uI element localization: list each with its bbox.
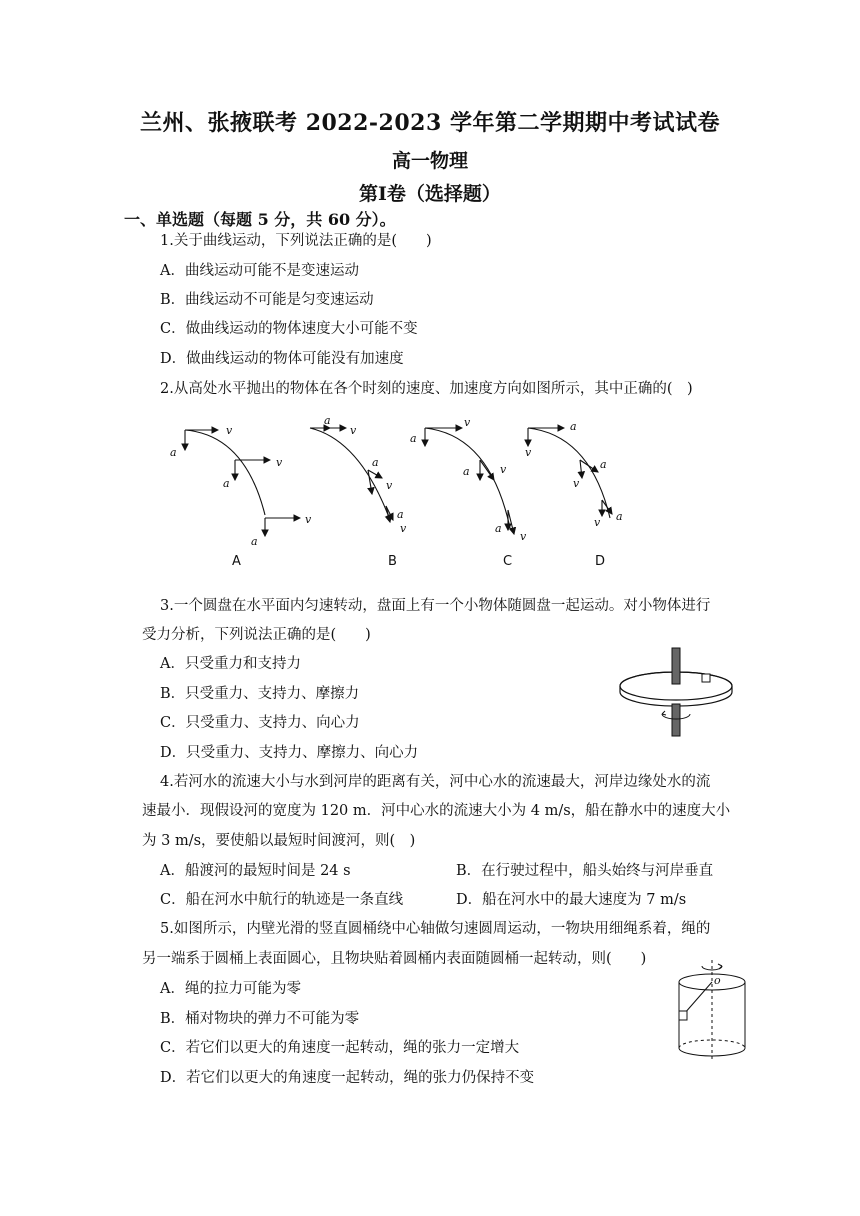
q2-c-label-a3: a [495, 522, 502, 535]
q2-a-label-v3: v [305, 513, 312, 526]
q2-b-label-v3: v [400, 522, 407, 535]
q2-d-label-a1: a [570, 420, 577, 433]
q1-option-c: C．做曲线运动的物体速度大小可能不变 [160, 321, 418, 337]
q2-d-label-v1: v [525, 446, 532, 459]
q5-stem-line2: 另一端系于圆桶上表面圆心，且物块贴着圆桶内表面随圆桶一起转动，则( ) [142, 951, 647, 967]
part-title: 第Ⅰ卷（选择题） [359, 183, 501, 205]
q2-caption-a: A [232, 554, 241, 569]
q2-diagram-b [310, 428, 393, 522]
q4-option-d: D．船在河水中的最大速度为 7 m/s [456, 892, 687, 908]
exam-title: 兰州、张掖联考 2022-2023 学年第二学期期中考试试卷 [140, 110, 720, 136]
q2-stem: 2.从高处水平抛出的物体在各个时刻的速度、加速度方向如图所示，其中正确的( ) [160, 381, 693, 397]
q2-b-label-a3: a [397, 508, 404, 521]
q2-d-label-a2: a [600, 458, 607, 471]
q2-a-label-a2: a [223, 477, 230, 490]
q2-c-label-v3: v [520, 530, 527, 543]
q2-a-label-a1: a [170, 446, 177, 459]
q2-a-label-a3: a [251, 535, 258, 548]
q3-option-a: A．只受重力和支持力 [160, 656, 301, 672]
q5-cylinder-figure [670, 956, 760, 1068]
subject-title: 高一物理 [391, 150, 468, 172]
q5-option-d: D．若它们以更大的角速度一起转动，绳的张力仍保持不变 [160, 1070, 535, 1086]
q2-diagram-a [185, 430, 300, 536]
section-heading: 一、单选题（每题 5 分，共 60 分）。 [124, 210, 396, 229]
q5-center-label: o [714, 974, 721, 987]
q2-caption-b: B [388, 554, 397, 569]
q3-disc-figure [612, 646, 742, 738]
q2-b-label-v1: v [350, 424, 357, 437]
q5-option-a: A．绳的拉力可能为零 [160, 981, 301, 997]
q1-option-b: B．曲线运动不可能是匀变速运动 [160, 292, 374, 308]
q5-option-b: B．桶对物块的弹力不可能为零 [160, 1011, 360, 1027]
q3-option-b: B．只受重力、支持力、摩擦力 [160, 686, 360, 702]
q3-stem-line1: 3.一个圆盘在水平面内匀速转动，盘面上有一个小物体随圆盘一起运动。对小物体进行 [160, 598, 711, 614]
q1-stem: 1.关于曲线运动，下列说法正确的是( ) [160, 233, 432, 249]
q1-option-d: D．做曲线运动的物体可能没有加速度 [160, 351, 404, 367]
q2-b-label-v2: v [386, 479, 393, 492]
q2-b-label-a2: a [372, 456, 379, 469]
q4-stem-line1: 4.若河水的流速大小与水到河岸的距离有关，河中心水的流速最大，河岸边缘处水的流 [160, 774, 711, 790]
q2-c-label-v2: v [500, 463, 507, 476]
q2-figure [150, 410, 650, 550]
q2-diagram-c [425, 428, 514, 534]
q4-stem-line3: 为 3 m/s，要使船以最短时间渡河，则( ) [142, 833, 416, 849]
q5-option-c: C．若它们以更大的角速度一起转动，绳的张力一定增大 [160, 1040, 520, 1056]
q4-option-c: C．船在河水中航行的轨迹是一条直线 [160, 892, 404, 908]
q2-c-label-v1: v [464, 416, 471, 429]
q2-d-label-a3: a [616, 510, 623, 523]
q4-option-b: B．在行驶过程中，船头始终与河岸垂直 [456, 863, 714, 879]
q2-c-label-a1: a [410, 432, 417, 445]
q3-option-c: C．只受重力、支持力、向心力 [160, 715, 360, 731]
q4-option-a: A．船渡河的最短时间是 24 s [160, 863, 351, 879]
q2-b-label-a1: a [324, 414, 331, 427]
q2-caption-c: C [503, 554, 513, 569]
q1-option-a: A．曲线运动可能不是变速运动 [160, 263, 359, 279]
q4-stem-line2: 速最小．现假设河的宽度为 120 m．河中心水的流速大小为 4 m/s，船在静水中的速度大小 [142, 803, 731, 819]
q2-diagram-d [528, 428, 612, 518]
q2-d-label-v2: v [573, 477, 580, 490]
q2-d-label-v3: v [594, 516, 601, 529]
q2-a-label-v1: v [226, 424, 233, 437]
q2-a-label-v2: v [276, 456, 283, 469]
q2-caption-d: D [595, 554, 606, 569]
q3-option-d: D．只受重力、支持力、摩擦力、向心力 [160, 745, 419, 761]
q3-stem-line2: 受力分析，下列说法正确的是( ) [142, 627, 371, 643]
q2-c-label-a2: a [463, 465, 470, 478]
q5-stem-line1: 5.如图所示，内壁光滑的竖直圆桶绕中心轴做匀速圆周运动，一物块用细绳系着，绳的 [160, 921, 711, 937]
